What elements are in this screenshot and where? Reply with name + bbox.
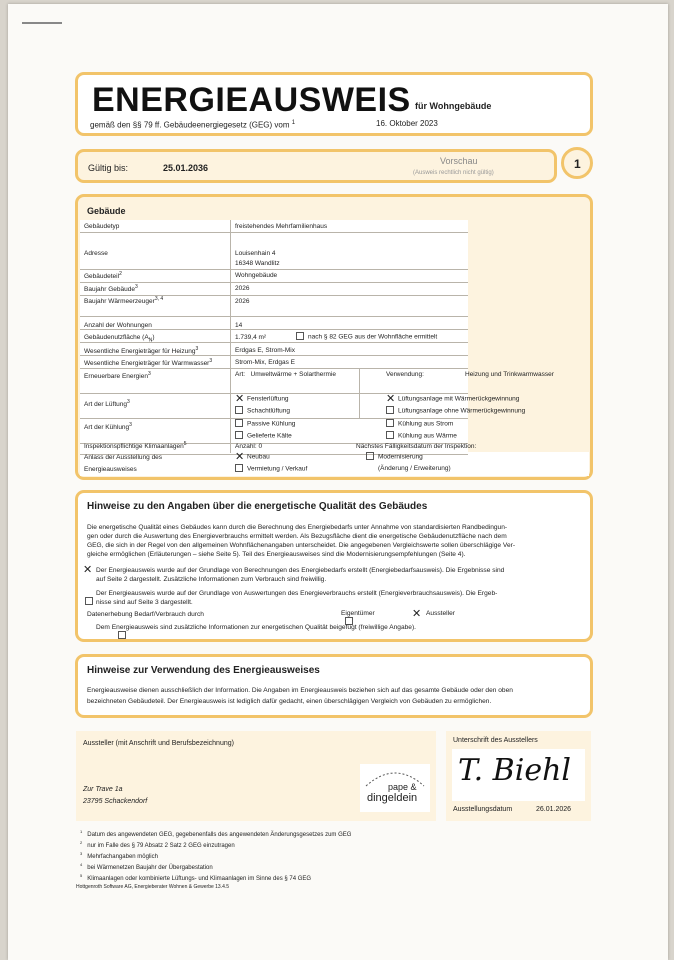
header-box bbox=[75, 72, 593, 136]
law-date: 16. Oktober 2023 bbox=[376, 119, 438, 128]
occasion-modernize: Modernisierung bbox=[366, 453, 423, 461]
quality-line-1: Die energetische Qualität eines Gebäudes kann durch die Berechnung des Energiebedarfs unter Annahme von standardisierten Randbedingun- bbox=[87, 524, 508, 531]
quality-option-consumption-b: nisse sind auf Seite 3 dargestellt. bbox=[96, 599, 193, 606]
quality-line-4: gleiche ermöglichen (Erläuterungen – siehe Seite 5). Teil des Energieausweises sind die Modernisierungsempfehlungen (Seite 4). bbox=[87, 551, 466, 558]
row-label-apartments: Anzahl der Wohnungen bbox=[84, 322, 152, 329]
row-value-usable-area: 1.739,4 m² bbox=[235, 334, 267, 341]
row-value-address-city: 16348 Wandlitz bbox=[235, 260, 280, 267]
quality-line-3: GEG, die sich in der Regel von den allgemeinen Wohnflächenangaben unterscheidet. Die angegebenen Vergleichswerte sollen überschlägige Ver- bbox=[87, 542, 516, 549]
issuer-street: Zur Trave 1a bbox=[83, 786, 123, 793]
occasion-label-2: Energieausweises bbox=[84, 466, 137, 473]
logo-text-1: pape & bbox=[388, 782, 417, 792]
inspection-label: Inspektionspflichtige Klimaanlagen$^5$ bbox=[84, 441, 187, 451]
signature-label: Unterschrift des Ausstellers bbox=[453, 737, 538, 744]
signature: T. Biehl bbox=[458, 753, 571, 788]
preview-note: (Ausweis rechtlich nicht gültig) bbox=[413, 170, 494, 176]
row-label-building-part: Gebäudeteil$^2$ bbox=[84, 271, 122, 281]
inspection-next: Nächstes Fälligkeitsdatum der Inspektion: bbox=[356, 443, 477, 450]
cooling-delivered: Gelieferte Kälte bbox=[235, 432, 292, 440]
usage-heading: Hinweise zur Verwendung des Energieausweises bbox=[87, 665, 320, 676]
issuer-label: Aussteller (mit Anschrift und Berufsbezeichnung) bbox=[83, 740, 234, 747]
preview-label: Vorschau bbox=[440, 156, 478, 166]
occasion-row-extension bbox=[468, 452, 589, 476]
row-label-hotwater-energy: Wesentliche Energieträger für Warmwasser$^3$ bbox=[84, 358, 213, 368]
row-value-heating-energy: Erdgas E, Strom-Mix bbox=[235, 347, 295, 354]
cooling-electric: Kühlung aus Strom bbox=[386, 420, 453, 428]
checked-x-icon[interactable]: ✕ bbox=[235, 451, 245, 463]
row-label-building-type: Gebäudetyp bbox=[84, 223, 120, 230]
owner-label: Eigentümer bbox=[341, 610, 375, 617]
row-label-heating-energy: Wesentliche Energieträger für Heizung$^3$ bbox=[84, 346, 199, 356]
issuer-city: 23795 Schackendorf bbox=[83, 798, 148, 805]
building-photo-area bbox=[468, 220, 589, 366]
row-value-address-street: Louisenhain 4 bbox=[235, 250, 276, 257]
document-subtitle: für Wohngebäude bbox=[415, 101, 492, 111]
company-logo bbox=[360, 764, 430, 812]
ventilation-hrv: ✕ Lüftungsanlage mit Wärmerückgewinnung bbox=[386, 393, 520, 405]
quality-option-demand-b: auf Seite 2 dargestellt. Zusätzliche Informationen zum Verbrauch sind freiwillig. bbox=[96, 576, 327, 583]
row-value-building-type: freistehendes Mehrfamilienhaus bbox=[235, 223, 328, 230]
footnote: $^4$ bei Wärmenetzen Baujahr der Übergabestation bbox=[80, 862, 213, 871]
usable-area-note: nach § 82 GEG aus der Wohnfläche ermittelt bbox=[296, 333, 437, 341]
data-collection-label: Datenerhebung Bedarf/Verbrauch durch bbox=[87, 611, 204, 618]
issue-date: 26.01.2026 bbox=[536, 806, 572, 813]
issuer-option-label: Aussteller bbox=[426, 610, 455, 617]
row-value-building-part: Wohngebäude bbox=[235, 272, 278, 279]
valid-until-label: Gültig bis: bbox=[88, 163, 129, 173]
cooling-passive: Passive Kühlung bbox=[235, 420, 295, 428]
issuer-box bbox=[76, 731, 436, 821]
building-heading: Gebäude bbox=[87, 206, 126, 216]
renewable-usage: Verwendung: bbox=[386, 371, 424, 378]
ventilation-no-hrv: Lüftungsanlage ohne Wärmerückgewinnung bbox=[386, 407, 525, 415]
building-table bbox=[80, 220, 554, 476]
page-number-badge: 1 bbox=[561, 147, 593, 179]
footnote: $^2$ nur im Falle des § 79 Absatz 2 Satz 2 GEG einzutragen bbox=[80, 840, 235, 849]
footnote: $^1$ Datum des angewendeten GEG, gegebenenfalls des angewendeten Änderungsgesetzes zum GEG bbox=[80, 829, 352, 838]
inspection-count: Anzahl: 0 bbox=[235, 443, 263, 450]
quality-option-demand-a: Der Energieausweis wurde auf der Grundlage von Berechnungen des Energiebedarfs erstellt (Energiebedarfsausweis). Die Ergebnisse sind bbox=[96, 567, 505, 574]
footnote: $^5$ Klimaanlagen oder kombinierte Lüftungs- und Klimaanlagen im Sinne des § 74 GEG bbox=[80, 873, 312, 882]
row-label-construction-year: Baujahr Gebäude$^3$ bbox=[84, 284, 138, 294]
footnote: $^3$ Mehrfachangaben möglich bbox=[80, 851, 158, 860]
checked-x-icon[interactable]: ✕ bbox=[235, 393, 245, 405]
footnotes bbox=[80, 828, 480, 883]
row-value-hotwater-energy: Strom-Mix, Erdgas E bbox=[235, 359, 295, 366]
row-label-generator-year: Baujahr Wärmeerzeuger$^{3, 4}$ bbox=[84, 296, 164, 306]
quality-option-consumption-a: Der Energieausweis wurde auf der Grundlage von Auswertungen des Energieverbrauchs erstellt (Energieverbrauchsausweis). Die Ergeb- bbox=[96, 590, 498, 597]
validity-box bbox=[75, 149, 557, 183]
cooling-heat: Kühlung aus Wärme bbox=[386, 432, 457, 440]
row-label-usable-area: Gebäudenutzfläche $(A_N)$ bbox=[84, 334, 155, 344]
ventilation-window: ✕ Fensterlüftung bbox=[235, 393, 289, 405]
consumption-checkbox[interactable] bbox=[85, 597, 93, 605]
law-reference: gemäß den §§ 79 ff. Gebäudeenergiegesetz (GEG) vom $^1$ bbox=[90, 120, 296, 130]
checked-x-icon[interactable]: ✕ bbox=[83, 564, 93, 576]
renewable-label: Erneuerbare Energien$^3$ bbox=[84, 371, 151, 381]
issue-date-label: Ausstellungsdatum bbox=[453, 806, 513, 813]
page-marker bbox=[22, 22, 62, 24]
logo-text-2: dingeldein bbox=[367, 792, 418, 804]
usage-box bbox=[75, 654, 593, 718]
usable-area-checkbox[interactable] bbox=[296, 332, 304, 340]
document-title: ENERGIEAUSWEIS bbox=[92, 81, 411, 119]
quality-line-2: gen oder durch die Auswertung des Energieverbrauchs ermittelt werden. Als Bezugsfläche dient die energetische Gebäudenutzfläche nach dem bbox=[87, 533, 507, 540]
quality-box bbox=[75, 490, 593, 642]
ventilation-label: Art der Lüftung$^3$ bbox=[84, 399, 130, 409]
occasion-rent: Vermietung / Verkauf bbox=[235, 465, 307, 473]
renewable-usage-value: Heizung und Trinkwarmwasser bbox=[465, 371, 554, 378]
row-value-generator-year: 2026 bbox=[235, 298, 250, 305]
quality-heading: Hinweise zu den Angaben über die energetische Qualität des Gebäudes bbox=[87, 501, 428, 512]
software-credit: Hottgenroth Software AG, Energieberater Wohnen & Gewerbe 13.4.5 bbox=[76, 884, 230, 890]
row-label-address: Adresse bbox=[84, 250, 108, 257]
renewable-type: Art: Umweltwärme + Solarthermie bbox=[235, 371, 336, 378]
usage-line-2: bezeichneten Gebäudeteil. Der Energieausweis ist lediglich dafür gedacht, einen überschlägigen Vergleich von Gebäuden zu ermöglichen. bbox=[87, 698, 492, 705]
checked-x-icon[interactable]: ✕ bbox=[412, 608, 422, 620]
occasion-new: ✕ Neubau bbox=[235, 451, 270, 463]
usage-line-1: Energieausweise dienen ausschließlich der Information. Die Angaben im Energieausweis beziehen sich auf das gesamte Gebäude oder den oben bbox=[87, 687, 513, 694]
signature-box bbox=[446, 731, 591, 821]
row-value-construction-year: 2026 bbox=[235, 285, 250, 292]
occasion-change: (Änderung / Erweiterung) bbox=[378, 465, 451, 472]
checked-x-icon[interactable]: ✕ bbox=[386, 393, 396, 405]
valid-until-date: 25.01.2036 bbox=[163, 163, 209, 173]
ventilation-shaft: Schachtlüftung bbox=[235, 407, 290, 415]
row-value-apartments: 14 bbox=[235, 322, 243, 329]
extra-info-label: Dem Energieausweis sind zusätzliche Informationen zur energetischen Qualität beigefügt (freiwillige Angabe). bbox=[96, 624, 416, 631]
cooling-label: Art der Kühlung$^3$ bbox=[84, 422, 132, 432]
occasion-label-1: Anlass der Ausstellung des bbox=[84, 454, 163, 461]
